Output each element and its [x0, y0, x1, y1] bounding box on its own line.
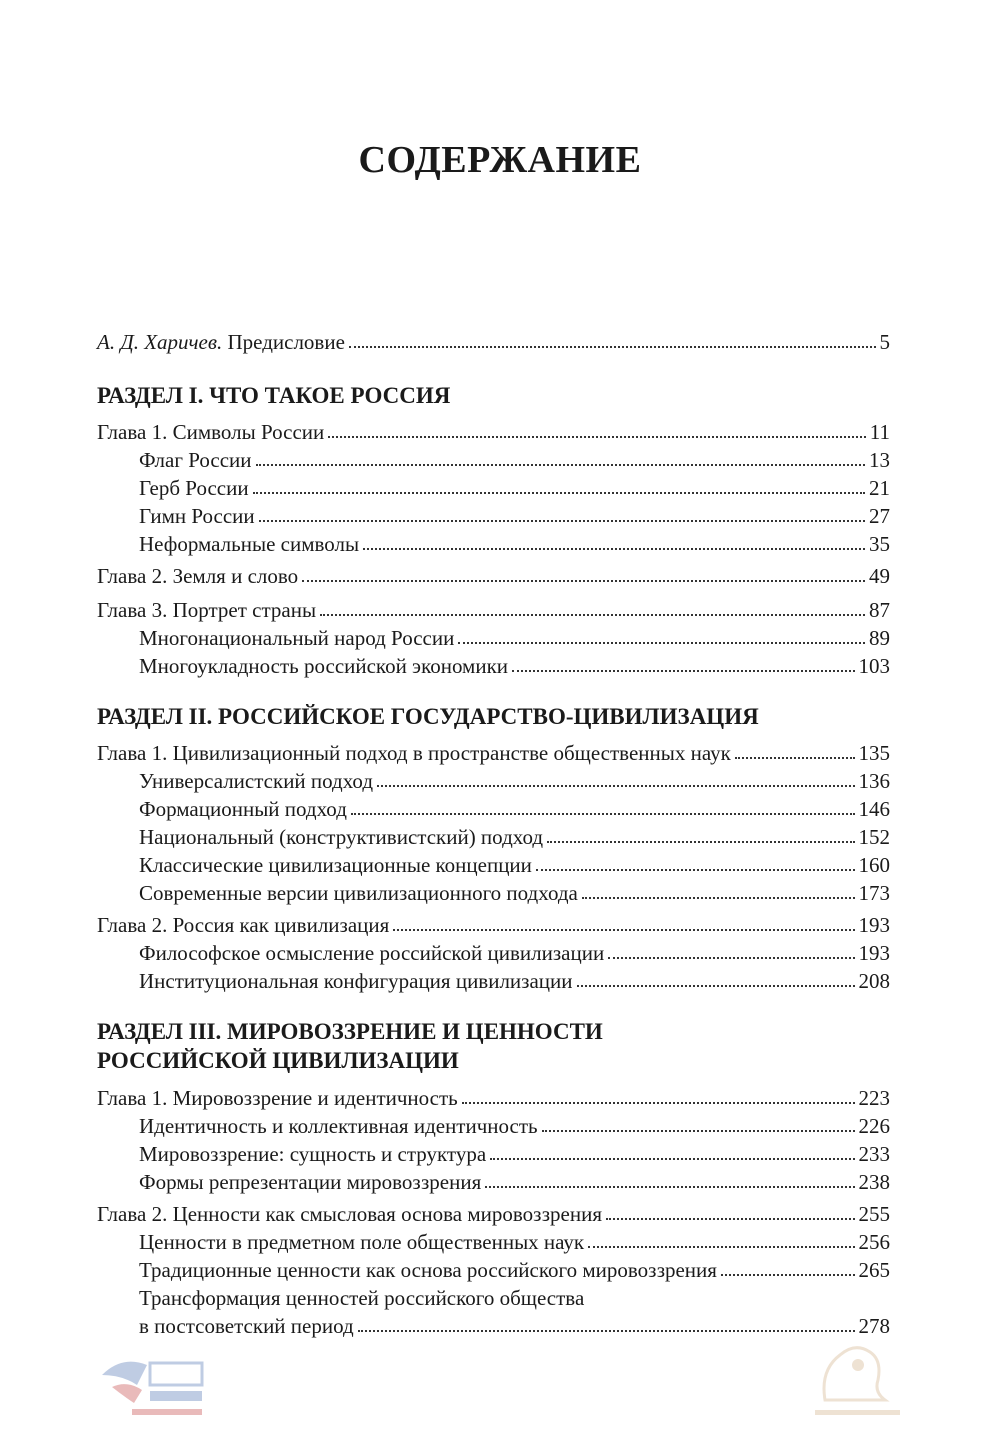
- toc-entry-title: Герб России: [139, 476, 249, 500]
- leader-dots: [547, 840, 854, 843]
- page-number: 152: [858, 825, 890, 849]
- subsection-entry-continued: Трансформация ценностей российского общества: [139, 1286, 585, 1310]
- section-1-heading: РАЗДЕЛ I. ЧТО ТАКОЕ РОССИЯ: [97, 383, 451, 408]
- delo-publishing-logo: [800, 1330, 910, 1425]
- section-3-chapter-2: [97, 1200, 890, 1340]
- leader-dots: [735, 756, 855, 759]
- page-number: 265: [858, 1258, 890, 1282]
- toc-entry-title: Глава 1. Цивилизационный подход в пространстве общественных наук: [97, 741, 731, 765]
- dnr-library-logo: [92, 1345, 212, 1425]
- page-number: 5: [879, 330, 890, 354]
- toc-entry-title: Современные версии цивилизационного подхода: [139, 881, 578, 905]
- page-number: 255: [858, 1202, 890, 1226]
- leader-dots: [490, 1157, 854, 1160]
- toc-entry-title: Флаг России: [139, 448, 252, 472]
- page-number: 226: [858, 1114, 890, 1138]
- page-number: 193: [858, 941, 890, 965]
- leader-dots: [259, 519, 865, 522]
- toc-entry-title: Ценности в предметном поле общественных наук: [139, 1230, 585, 1254]
- leader-dots: [302, 579, 865, 582]
- leader-dots: [512, 669, 854, 672]
- page-number: 238: [858, 1170, 890, 1194]
- chapter-entry[interactable]: [97, 739, 890, 767]
- page-number: 278: [858, 1314, 890, 1338]
- leader-dots: [363, 547, 865, 550]
- toc-entry-title: Традиционные ценности как основа российского мировоззрения: [139, 1258, 717, 1282]
- subsection-entry[interactable]: [97, 1168, 890, 1196]
- section-3-heading: РАЗДЕЛ III. МИРОВОЗЗРЕНИЕ И ЦЕННОСТИ РОССИЙСКОЙ ЦИВИЛИЗАЦИИ: [97, 1019, 603, 1073]
- toc-entry-title: Глава 2. Земля и слово: [97, 564, 299, 588]
- leader-dots: [320, 613, 865, 616]
- leader-dots: [485, 1185, 854, 1188]
- section-1-chapter-3: [97, 596, 890, 680]
- page-number: 173: [858, 881, 890, 905]
- page-number: 233: [858, 1142, 890, 1166]
- page-number: 35: [869, 532, 890, 556]
- subsection-entry[interactable]: [97, 446, 890, 474]
- leader-dots: [588, 1245, 854, 1248]
- toc-entry-title: Многонациональный народ России: [139, 626, 455, 650]
- page-number: 11: [869, 420, 890, 444]
- page-number: 136: [858, 769, 890, 793]
- section-3-chapter-1: [97, 1084, 890, 1196]
- leader-dots: [577, 984, 855, 987]
- chapter-entry[interactable]: [97, 1084, 890, 1112]
- toc-entry-title: Глава 1. Символы России: [97, 420, 325, 444]
- page-number: 103: [858, 654, 890, 678]
- subsection-entry[interactable]: [97, 767, 890, 795]
- page-number: 87: [869, 598, 890, 622]
- chapter-entry[interactable]: [97, 562, 890, 590]
- leader-dots: [328, 435, 866, 438]
- subsection-entry[interactable]: [97, 474, 890, 502]
- leader-dots: [351, 812, 855, 815]
- leader-dots: [349, 345, 876, 348]
- toc-entry-title: Идентичность и коллективная идентичность: [139, 1114, 538, 1138]
- toc-entry-title: Национальный (конструктивистский) подход: [139, 825, 544, 849]
- toc-entry-title: Многоукладность российской экономики: [139, 654, 509, 678]
- subsection-entry[interactable]: [97, 795, 890, 823]
- toc-entry-title: Гимн России: [139, 504, 255, 528]
- page-number: 89: [869, 626, 890, 650]
- leader-dots: [542, 1129, 855, 1132]
- toc-entry-title: Универсалистский подход: [139, 769, 374, 793]
- page-number: 135: [858, 741, 890, 765]
- subsection-entry[interactable]: [97, 624, 890, 652]
- toc-entry-title: Мировоззрение: сущность и структура: [139, 1142, 487, 1166]
- page-number: 27: [869, 504, 890, 528]
- section-1-chapters: [97, 418, 890, 558]
- subsection-entry[interactable]: [97, 939, 890, 967]
- toc-entry-title: Классические цивилизационные концепции: [139, 853, 532, 877]
- toc-entry-title: Глава 2. Ценности как смысловая основа мировоззрения: [97, 1202, 602, 1226]
- page-title: СОДЕРЖАНИЕ: [358, 139, 642, 181]
- leader-dots: [462, 1101, 855, 1104]
- toc-entry-title: Глава 2. Россия как цивилизация: [97, 913, 390, 937]
- subsection-entry[interactable]: [97, 851, 890, 879]
- page-number: 256: [858, 1230, 890, 1254]
- preface-entry[interactable]: [97, 328, 890, 356]
- leader-dots: [582, 896, 855, 899]
- toc-entry-title: в постсоветский период: [139, 1314, 354, 1338]
- subsection-entry[interactable]: [97, 1312, 890, 1340]
- subsection-entry[interactable]: [97, 1140, 890, 1168]
- subsection-entry[interactable]: [97, 967, 890, 995]
- subsection-entry[interactable]: [97, 652, 890, 680]
- toc-entry-title: Институциональная конфигурация цивилизации: [139, 969, 573, 993]
- leader-dots: [606, 1217, 855, 1220]
- subsection-entry[interactable]: [97, 530, 890, 558]
- toc-entry-title: Философское осмысление российской цивилизации: [139, 941, 605, 965]
- toc-entry-title: Формационный подход: [139, 797, 347, 821]
- page-number: 21: [869, 476, 890, 500]
- subsection-entry[interactable]: [97, 879, 890, 907]
- toc-entry-title: Глава 1. Мировоззрение и идентичность: [97, 1086, 458, 1110]
- subsection-entry[interactable]: [97, 1228, 890, 1256]
- leader-dots: [393, 928, 854, 931]
- page-number: 208: [858, 969, 890, 993]
- subsection-entry[interactable]: [97, 502, 890, 530]
- toc-entry-title: Глава 3. Портрет страны: [97, 598, 317, 622]
- section-2-heading: РАЗДЕЛ II. РОССИЙСКОЕ ГОСУДАРСТВО-ЦИВИЛИЗАЦИЯ: [97, 704, 759, 729]
- leader-dots: [608, 956, 854, 959]
- leader-dots: [536, 868, 855, 871]
- page-number: 49: [869, 564, 890, 588]
- leader-dots: [358, 1329, 855, 1332]
- chapter-entry[interactable]: [97, 596, 890, 624]
- subsection-entry[interactable]: [97, 1112, 890, 1140]
- leader-dots: [721, 1273, 855, 1276]
- toc-entry-title: Неформальные символы: [139, 532, 360, 556]
- page-number: 13: [869, 448, 890, 472]
- section-2-chapter-1: [97, 739, 890, 907]
- toc-entry-title: А. Д. Харичев. Предисловие: [97, 330, 345, 354]
- page-number: 146: [858, 797, 890, 821]
- leader-dots: [256, 463, 865, 466]
- leader-dots: [253, 491, 865, 494]
- page-number: 193: [858, 913, 890, 937]
- section-2-chapter-2: [97, 911, 890, 995]
- subsection-entry[interactable]: [97, 1256, 890, 1284]
- leader-dots: [377, 784, 854, 787]
- toc-entry-title: Формы репрезентации мировоззрения: [139, 1170, 482, 1194]
- chapter-entry[interactable]: [97, 1200, 890, 1228]
- page-number: 223: [858, 1086, 890, 1110]
- chapter-entry[interactable]: [97, 911, 890, 939]
- chapter-entry[interactable]: [97, 418, 890, 446]
- leader-dots: [458, 641, 865, 644]
- subsection-entry[interactable]: [97, 823, 890, 851]
- page-number: 160: [858, 853, 890, 877]
